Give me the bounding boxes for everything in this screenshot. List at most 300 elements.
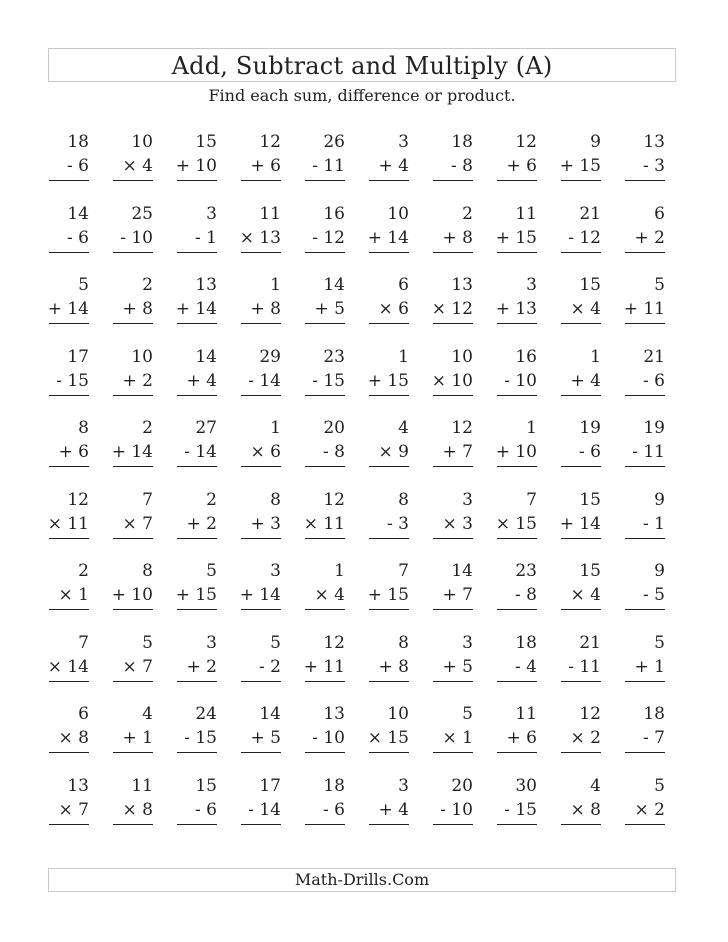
worksheet-title: Add, Subtract and Multiply (A) — [48, 48, 676, 82]
answer-line[interactable] — [369, 395, 409, 396]
problem-top-number: 4 — [590, 775, 601, 796]
problem — [301, 702, 365, 774]
answer-line[interactable] — [369, 323, 409, 324]
problem-operator-number: - 15 — [56, 370, 89, 391]
answer-line[interactable] — [49, 252, 89, 253]
problem-top-number: 23 — [515, 561, 537, 581]
problem-operator-number: + 3 — [250, 513, 281, 534]
problem-top-number: 3 — [398, 132, 409, 152]
answer-line[interactable] — [369, 681, 409, 682]
answer-line[interactable] — [369, 824, 409, 825]
problem — [45, 774, 109, 846]
problem-operator-number: - 8 — [515, 585, 537, 605]
answer-line[interactable] — [113, 609, 153, 610]
answer-line[interactable] — [241, 252, 281, 253]
problem-operator-number: + 2 — [122, 370, 153, 391]
answer-line[interactable] — [497, 395, 537, 396]
problem-top-number: 3 — [398, 775, 409, 796]
problem — [365, 631, 429, 703]
problem-operator-number: - 12 — [568, 227, 601, 248]
problem-operator-number: + 14 — [111, 442, 153, 462]
problem — [429, 202, 493, 274]
problem — [237, 202, 301, 274]
problem — [301, 774, 365, 846]
problem-operator-number: - 8 — [451, 156, 473, 176]
answer-line[interactable] — [625, 180, 665, 181]
problem — [237, 559, 301, 631]
answer-line[interactable] — [625, 466, 665, 467]
answer-line[interactable] — [49, 824, 89, 825]
problem-top-number: 18 — [643, 704, 665, 724]
answer-line[interactable] — [497, 466, 537, 467]
answer-line[interactable] — [369, 252, 409, 253]
problem — [109, 702, 173, 774]
problem-top-number: 6 — [398, 275, 409, 295]
answer-line[interactable] — [561, 752, 601, 753]
problem — [365, 130, 429, 202]
answer-line[interactable] — [625, 824, 665, 825]
problem — [493, 345, 557, 417]
problem — [237, 416, 301, 488]
problem-operator-number: - 11 — [568, 656, 601, 677]
problem — [429, 345, 493, 417]
problem-operator-number: - 6 — [323, 799, 345, 820]
answer-line[interactable] — [305, 395, 345, 396]
answer-line[interactable] — [113, 824, 153, 825]
answer-line[interactable] — [113, 180, 153, 181]
problem-top-number: 30 — [515, 775, 537, 796]
problem-operator-number: - 14 — [248, 370, 281, 391]
answer-line[interactable] — [49, 681, 89, 682]
problem-top-number: 15 — [579, 275, 601, 295]
problem-operator-number: - 14 — [184, 442, 217, 462]
answer-line[interactable] — [49, 395, 89, 396]
problem-top-number: 19 — [643, 418, 665, 438]
problem-top-number: 2 — [206, 489, 217, 510]
problem — [621, 130, 685, 202]
problem-operator-number: + 13 — [495, 299, 537, 319]
problem-operator-number: - 6 — [643, 370, 665, 391]
problem-operator-number: - 6 — [67, 227, 89, 248]
problem-operator-number: × 10 — [431, 370, 473, 391]
problem — [237, 774, 301, 846]
problem — [173, 345, 237, 417]
problem-operator-number: + 6 — [506, 156, 537, 176]
problem-top-number: 17 — [259, 775, 281, 796]
problem — [557, 416, 621, 488]
problem — [621, 774, 685, 846]
problem — [301, 559, 365, 631]
problem — [301, 202, 365, 274]
problem-operator-number: × 4 — [570, 585, 601, 605]
problem-top-number: 5 — [270, 632, 281, 653]
answer-line[interactable] — [113, 395, 153, 396]
answer-line[interactable] — [433, 395, 473, 396]
answer-line[interactable] — [305, 681, 345, 682]
problem-top-number: 13 — [195, 275, 217, 295]
problem — [429, 702, 493, 774]
problem-top-number: 5 — [654, 632, 665, 653]
problem — [429, 631, 493, 703]
problem — [173, 559, 237, 631]
problem-operator-number: + 14 — [239, 585, 281, 605]
problem — [301, 416, 365, 488]
problem — [557, 631, 621, 703]
problem — [493, 416, 557, 488]
problem-top-number: 26 — [323, 132, 345, 152]
answer-line[interactable] — [177, 681, 217, 682]
problem — [237, 488, 301, 560]
problem-operator-number: + 14 — [175, 299, 217, 319]
answer-line[interactable] — [625, 609, 665, 610]
answer-line[interactable] — [113, 752, 153, 753]
answer-line[interactable] — [497, 752, 537, 753]
problem — [365, 559, 429, 631]
problem — [429, 273, 493, 345]
problem-top-number: 8 — [270, 489, 281, 510]
answer-line[interactable] — [369, 180, 409, 181]
problem-top-number: 29 — [259, 346, 281, 367]
problem-operator-number: + 7 — [442, 585, 473, 605]
problem-operator-number: + 11 — [303, 656, 345, 677]
answer-line[interactable] — [177, 752, 217, 753]
answer-line[interactable] — [177, 252, 217, 253]
answer-line[interactable] — [625, 323, 665, 324]
problem — [301, 273, 365, 345]
answer-line[interactable] — [113, 252, 153, 253]
answer-line[interactable] — [241, 538, 281, 539]
problem-operator-number: - 15 — [504, 799, 537, 820]
problem — [557, 559, 621, 631]
answer-line[interactable] — [433, 752, 473, 753]
problem-top-number: 13 — [67, 775, 89, 796]
answer-line[interactable] — [305, 752, 345, 753]
answer-line[interactable] — [497, 252, 537, 253]
problem-operator-number: - 6 — [579, 442, 601, 462]
problem-operator-number: - 1 — [643, 513, 665, 534]
answer-line[interactable] — [433, 323, 473, 324]
problem-top-number: 20 — [451, 775, 473, 796]
problem — [237, 702, 301, 774]
problem-operator-number: × 11 — [47, 513, 89, 534]
problem-top-number: 6 — [78, 704, 89, 724]
answer-line[interactable] — [49, 752, 89, 753]
answer-line[interactable] — [625, 538, 665, 539]
problem-top-number: 7 — [398, 561, 409, 581]
problem-top-number: 1 — [270, 418, 281, 438]
problem-operator-number: × 8 — [122, 799, 153, 820]
answer-line[interactable] — [561, 609, 601, 610]
answer-line[interactable] — [305, 466, 345, 467]
problem — [173, 631, 237, 703]
answer-line[interactable] — [305, 538, 345, 539]
answer-line[interactable] — [369, 609, 409, 610]
problem-operator-number: + 8 — [250, 299, 281, 319]
answer-line[interactable] — [305, 252, 345, 253]
answer-line[interactable] — [433, 609, 473, 610]
problem — [493, 273, 557, 345]
problem-top-number: 12 — [67, 489, 89, 510]
problem-operator-number: × 4 — [314, 585, 345, 605]
answer-line[interactable] — [561, 395, 601, 396]
answer-line[interactable] — [561, 538, 601, 539]
problem — [109, 345, 173, 417]
answer-line[interactable] — [625, 395, 665, 396]
problem-top-number: 10 — [131, 132, 153, 152]
answer-line[interactable] — [241, 466, 281, 467]
problem-top-number: 2 — [78, 561, 89, 581]
problem — [493, 488, 557, 560]
problem-operator-number: × 8 — [570, 799, 601, 820]
answer-line[interactable] — [561, 323, 601, 324]
problem-operator-number: + 6 — [58, 442, 89, 462]
problem — [493, 702, 557, 774]
answer-line[interactable] — [625, 752, 665, 753]
answer-line[interactable] — [113, 323, 153, 324]
problem-top-number: 4 — [398, 418, 409, 438]
problem — [557, 345, 621, 417]
problem-operator-number: + 2 — [634, 227, 665, 248]
problem — [45, 345, 109, 417]
problem-operator-number: × 4 — [570, 299, 601, 319]
problem — [237, 631, 301, 703]
answer-line[interactable] — [433, 180, 473, 181]
answer-line[interactable] — [369, 752, 409, 753]
answer-line[interactable] — [49, 180, 89, 181]
worksheet-instructions: Find each sum, difference or product. — [208, 86, 516, 105]
answer-line[interactable] — [305, 323, 345, 324]
answer-line[interactable] — [305, 824, 345, 825]
problem-top-number: 1 — [334, 561, 345, 581]
problem-top-number: 9 — [654, 489, 665, 510]
problem-top-number: 12 — [451, 418, 473, 438]
answer-line[interactable] — [433, 466, 473, 467]
problem — [301, 488, 365, 560]
problem — [173, 273, 237, 345]
answer-line[interactable] — [177, 824, 217, 825]
problem — [493, 130, 557, 202]
problem — [429, 130, 493, 202]
problem-top-number: 11 — [515, 203, 537, 224]
problem-operator-number: × 2 — [634, 799, 665, 820]
problem — [557, 273, 621, 345]
problem — [109, 130, 173, 202]
problem — [45, 202, 109, 274]
answer-line[interactable] — [113, 681, 153, 682]
problem — [45, 631, 109, 703]
problem — [237, 345, 301, 417]
problem-top-number: 5 — [654, 275, 665, 295]
problem — [365, 416, 429, 488]
problem-operator-number: + 4 — [378, 799, 409, 820]
problem-top-number: 12 — [323, 489, 345, 510]
problem-top-number: 5 — [78, 275, 89, 295]
problem-operator-number: - 11 — [312, 156, 345, 176]
problem — [621, 416, 685, 488]
problem-operator-number: + 14 — [367, 227, 409, 248]
problem — [173, 202, 237, 274]
answer-line[interactable] — [497, 538, 537, 539]
problem-top-number: 23 — [323, 346, 345, 367]
problem-operator-number: × 15 — [495, 513, 537, 534]
footer-site-link[interactable]: Math-Drills.Com — [48, 868, 676, 892]
problem-top-number: 12 — [579, 704, 601, 724]
problem-top-number: 20 — [323, 418, 345, 438]
answer-line[interactable] — [433, 538, 473, 539]
problem-operator-number: × 9 — [378, 442, 409, 462]
answer-line[interactable] — [305, 609, 345, 610]
problem — [301, 345, 365, 417]
problem — [173, 416, 237, 488]
answer-line[interactable] — [497, 180, 537, 181]
problem-operator-number: + 4 — [186, 370, 217, 391]
problem-top-number: 5 — [142, 632, 153, 653]
answer-line[interactable] — [49, 323, 89, 324]
problem — [109, 488, 173, 560]
problem-top-number: 11 — [515, 704, 537, 724]
answer-line[interactable] — [497, 323, 537, 324]
problem-top-number: 13 — [451, 275, 473, 295]
problem-top-number: 10 — [387, 704, 409, 724]
problem-top-number: 3 — [206, 203, 217, 224]
problem-top-number: 3 — [526, 275, 537, 295]
problem-operator-number: + 6 — [506, 728, 537, 748]
problem-operator-number: × 6 — [378, 299, 409, 319]
problem — [365, 273, 429, 345]
answer-line[interactable] — [177, 538, 217, 539]
problem-top-number: 11 — [259, 203, 281, 224]
answer-line[interactable] — [241, 323, 281, 324]
problem-top-number: 1 — [398, 346, 409, 367]
problem — [173, 488, 237, 560]
problem-operator-number: + 10 — [495, 442, 537, 462]
problem-top-number: 18 — [515, 632, 537, 653]
problem-top-number: 8 — [142, 561, 153, 581]
problem-top-number: 7 — [78, 632, 89, 653]
problem-operator-number: + 4 — [378, 156, 409, 176]
problem-top-number: 4 — [142, 704, 153, 724]
answer-line[interactable] — [49, 466, 89, 467]
answer-line[interactable] — [305, 180, 345, 181]
problem-operator-number: - 10 — [504, 370, 537, 391]
problem-top-number: 21 — [579, 203, 601, 224]
problem — [493, 774, 557, 846]
problem — [173, 702, 237, 774]
problem-operator-number: + 6 — [250, 156, 281, 176]
answer-line[interactable] — [433, 252, 473, 253]
answer-line[interactable] — [561, 824, 601, 825]
answer-line[interactable] — [497, 824, 537, 825]
answer-line[interactable] — [241, 824, 281, 825]
problem — [621, 702, 685, 774]
answer-line[interactable] — [561, 466, 601, 467]
answer-line[interactable] — [241, 681, 281, 682]
answer-line[interactable] — [177, 466, 217, 467]
problem — [557, 130, 621, 202]
problem — [45, 488, 109, 560]
problem-top-number: 13 — [643, 132, 665, 152]
problem — [109, 273, 173, 345]
problem-top-number: 3 — [270, 561, 281, 581]
answer-line[interactable] — [49, 538, 89, 539]
problem-operator-number: + 15 — [367, 370, 409, 391]
problem — [45, 273, 109, 345]
problem-operator-number: × 3 — [442, 513, 473, 534]
problem-top-number: 24 — [195, 704, 217, 724]
answer-line[interactable] — [625, 252, 665, 253]
problem-operator-number: × 4 — [122, 156, 153, 176]
problem-top-number: 2 — [142, 275, 153, 295]
problem-operator-number: × 12 — [431, 299, 473, 319]
problem — [173, 130, 237, 202]
problem-operator-number: × 7 — [122, 513, 153, 534]
problem-top-number: 6 — [654, 203, 665, 224]
problem — [45, 559, 109, 631]
problem-operator-number: - 2 — [259, 656, 281, 677]
problem — [365, 202, 429, 274]
problem-top-number: 11 — [131, 775, 153, 796]
answer-line[interactable] — [625, 681, 665, 682]
answer-line[interactable] — [177, 180, 217, 181]
answer-line[interactable] — [49, 609, 89, 610]
problem-top-number: 17 — [67, 346, 89, 367]
problem-operator-number: - 15 — [184, 728, 217, 748]
answer-line[interactable] — [241, 609, 281, 610]
problem-top-number: 2 — [462, 203, 473, 224]
problem-top-number: 7 — [142, 489, 153, 510]
problem — [301, 130, 365, 202]
problem — [429, 774, 493, 846]
answer-line[interactable] — [177, 395, 217, 396]
problem-top-number: 12 — [259, 132, 281, 152]
answer-line[interactable] — [177, 323, 217, 324]
answer-line[interactable] — [113, 538, 153, 539]
problem — [109, 202, 173, 274]
answer-line[interactable] — [561, 180, 601, 181]
answer-line[interactable] — [433, 681, 473, 682]
answer-line[interactable] — [561, 252, 601, 253]
problem — [45, 702, 109, 774]
problem-operator-number: × 7 — [58, 799, 89, 820]
problem — [621, 273, 685, 345]
answer-line[interactable] — [497, 681, 537, 682]
problem-top-number: 12 — [515, 132, 537, 152]
problem-operator-number: + 10 — [175, 156, 217, 176]
problem — [365, 774, 429, 846]
problem-top-number: 5 — [462, 704, 473, 724]
answer-line[interactable] — [433, 824, 473, 825]
answer-line[interactable] — [369, 466, 409, 467]
problem-operator-number: - 4 — [515, 656, 537, 677]
answer-line[interactable] — [241, 752, 281, 753]
problem-operator-number: × 1 — [58, 585, 89, 605]
answer-line[interactable] — [497, 609, 537, 610]
answer-line[interactable] — [177, 609, 217, 610]
problem-top-number: 5 — [654, 775, 665, 796]
problem-operator-number: + 15 — [495, 227, 537, 248]
answer-line[interactable] — [113, 466, 153, 467]
answer-line[interactable] — [561, 681, 601, 682]
problem-operator-number: + 11 — [623, 299, 665, 319]
problem-top-number: 12 — [323, 632, 345, 653]
answer-line[interactable] — [241, 395, 281, 396]
problem — [621, 631, 685, 703]
problem-top-number: 8 — [78, 418, 89, 438]
problem-operator-number: + 15 — [559, 156, 601, 176]
problem-top-number: 10 — [131, 346, 153, 367]
answer-line[interactable] — [369, 538, 409, 539]
answer-line[interactable] — [241, 180, 281, 181]
